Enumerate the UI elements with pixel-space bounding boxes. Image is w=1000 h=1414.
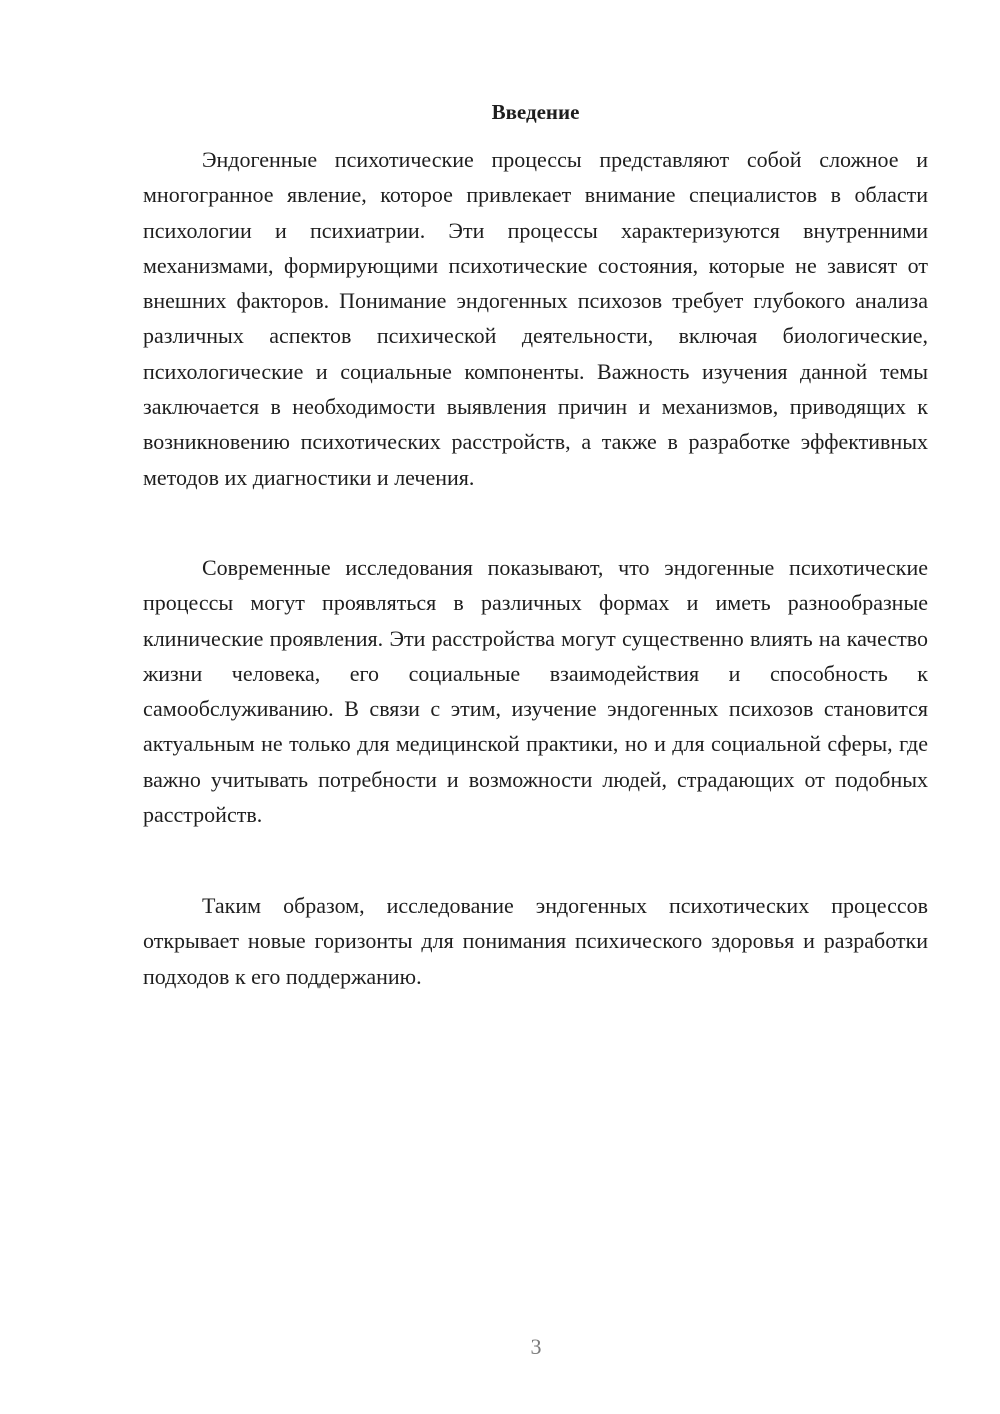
section-heading: Введение	[491, 100, 580, 124]
paragraph-3: Таким образом, исследование эндогенных психотических процессов открывает новые горизонты для понимания психического здоровья и разработки подходов к его поддержанию.	[143, 893, 928, 989]
paragraph-2: Современные исследования показывают, что эндогенные психотические процессы могут проявляться в различных формах и иметь разнообразные клинические проявления. Эти расстройства могут существенно влиять на качество жизни человека, его социальные взаимодействия и способность к самообслуживанию. В связи с этим, изучение эндогенных психозов становится актуальным не только для медицинской практики, но и для социальной сферы, где важно учитывать потребности и возможности людей, страдающих от подобных расстройств.	[143, 555, 928, 828]
page-number: 3	[530, 1334, 542, 1359]
paragraph-1: Эндогенные психотические процессы представляют собой сложное и многогранное явление, которое привлекает внимание специалистов в области психологии и психиатрии. Эти процессы характеризуются внутренними механизмами, формирующими психотические состояния, которые не зависят от внешних факторов. Понимание эндогенных психозов требует глубокого анализа различных аспектов психической деятельности, включая биологические, психологические и социальные компоненты. Важность изучения данной темы заключается в необходимости выявления причин и механизмов, приводящих к возникновению психотических расстройств, а также в разработке эффективных методов их диагностики и лечения.	[143, 147, 928, 490]
